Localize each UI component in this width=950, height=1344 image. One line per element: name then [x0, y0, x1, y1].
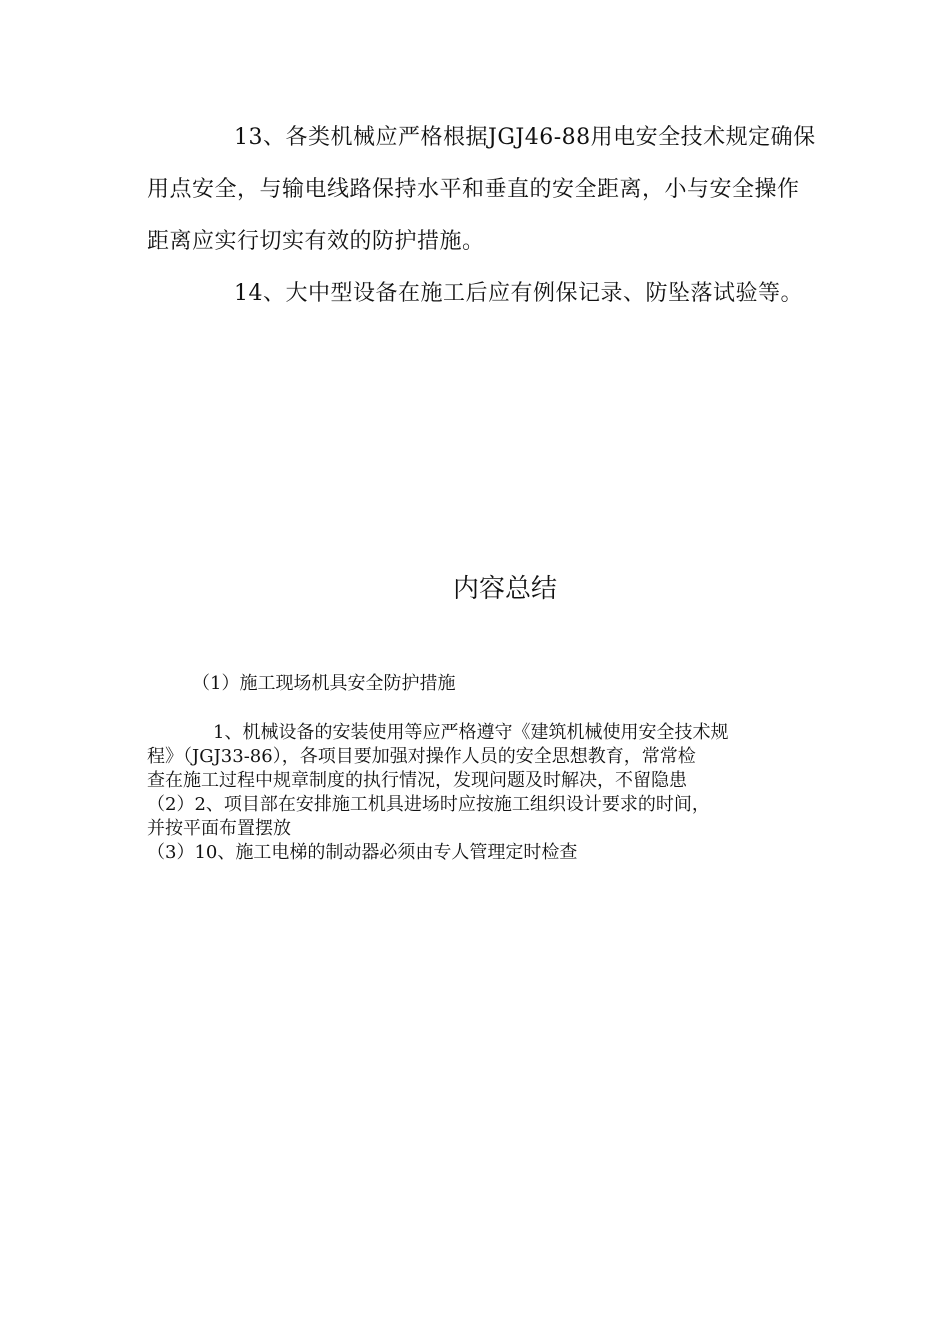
summary-item-1-line-2: 程》（JGJ33-86），各项目要加强对操作人员的安全思想教育，常常检: [147, 746, 696, 767]
summary-item-2-line-2: 并按平面布置摆放: [147, 818, 291, 839]
paragraph-13-line-2: 用点安全，与输电线路保持水平和垂直的安全距离，小与安全操作: [147, 177, 800, 202]
summary-title: 内容总结: [452, 574, 557, 604]
summary-item-1-line-3: 查在施工过程中规章制度的执行情况，发现问题及时解决，不留隐患: [147, 770, 687, 791]
paragraph-14: 14、大中型设备在施工后应有例保记录、防坠落试验等。: [234, 281, 803, 306]
summary-item-1-line-1: 1、机械设备的安装使用等应严格遵守《建筑机械使用安全技术规: [213, 722, 729, 743]
summary-item-2-line-1: （2）2、项目部在安排施工机具进场时应按施工组织设计要求的时间，: [147, 794, 710, 815]
paragraph-13-line-3: 距离应实行切实有效的防护措施。: [147, 229, 485, 254]
summary-item-1-heading: （1）施工现场机具安全防护措施: [192, 673, 456, 694]
paragraph-13-line-1: 13、各类机械应严格根据JGJ46-88用电安全技术规定确保: [234, 125, 816, 150]
summary-item-3: （3）10、施工电梯的制动器必须由专人管理定时检查: [147, 842, 578, 863]
